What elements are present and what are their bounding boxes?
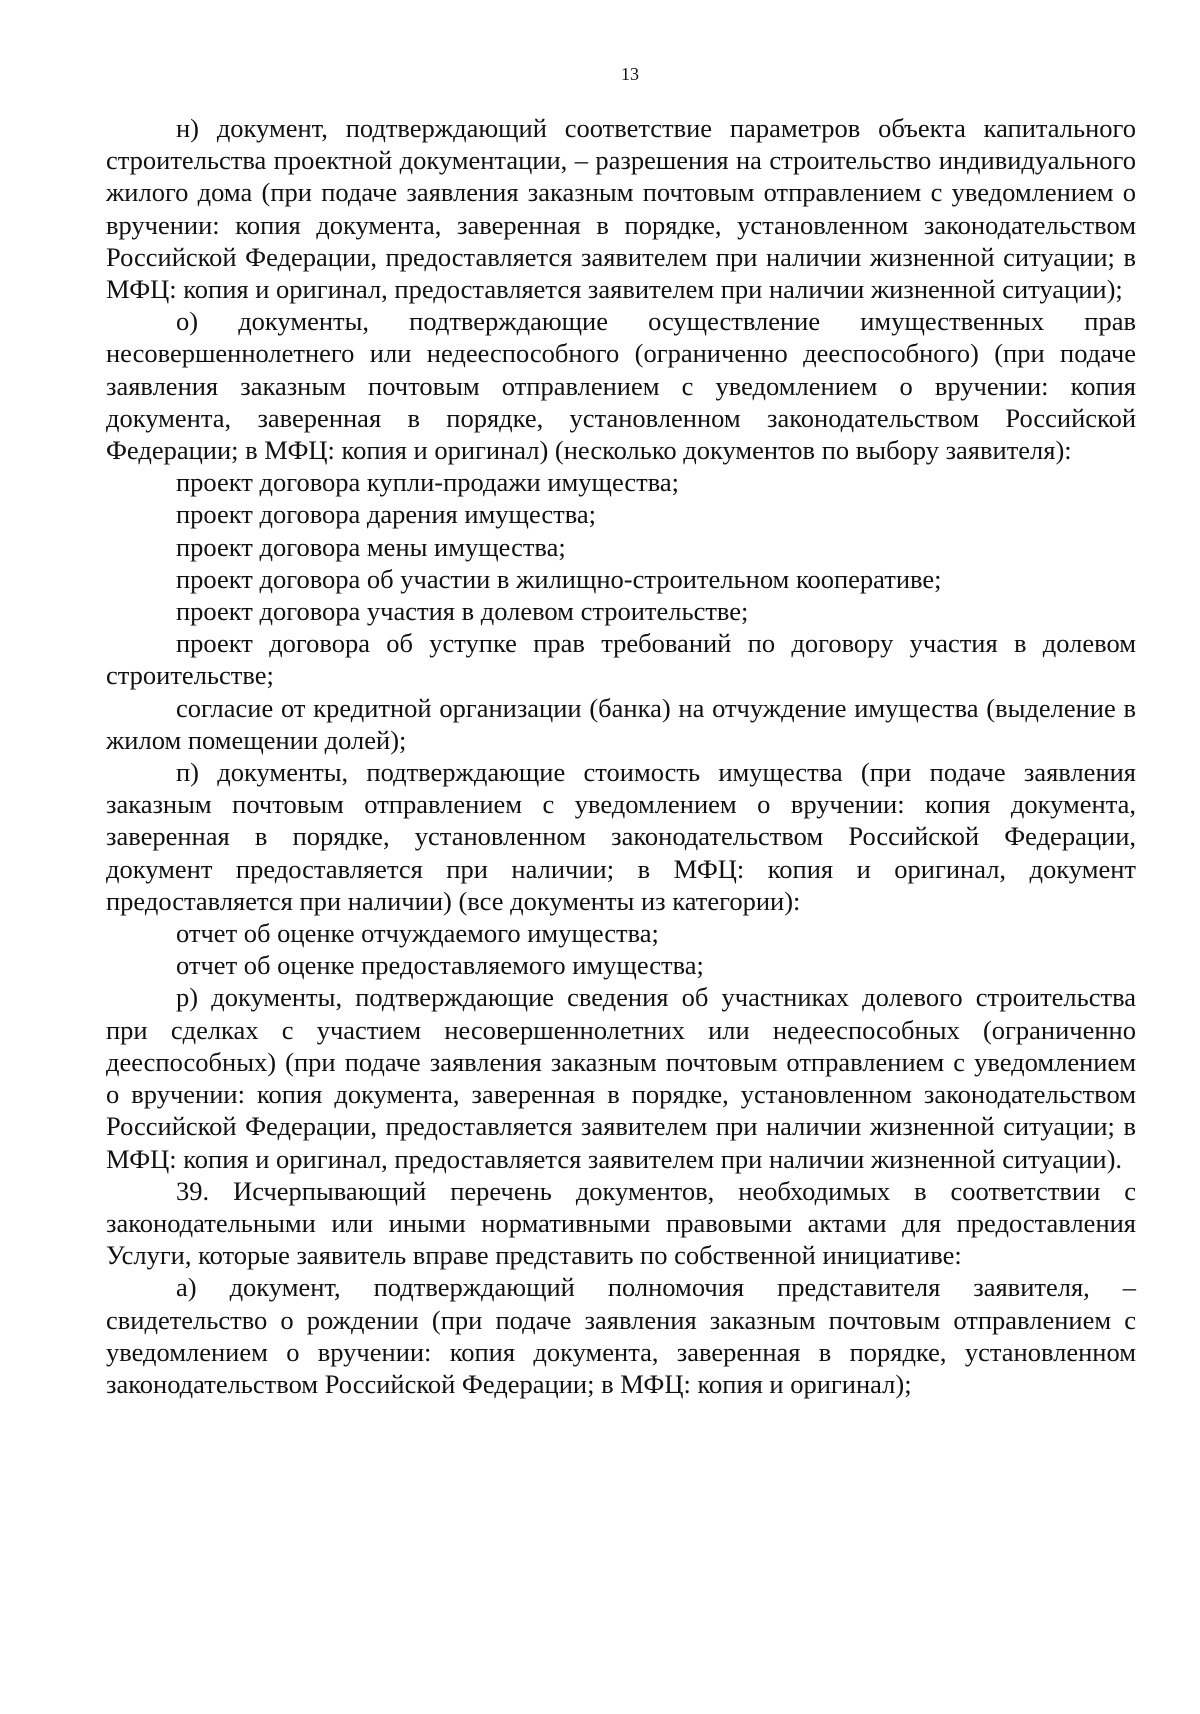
document-body <box>106 112 1136 1400</box>
list-item-alienated-property-report: отчет об оценке отчуждаемого имущества; <box>176 918 659 949</box>
list-item-shared-construction-contract: проект договора участия в долевом строительстве; <box>176 596 749 627</box>
paragraph-a-representative-authority: а) документ, подтверждающий полномочия представителя заявителя, – свидетельство о рождении (при подаче заявления заказным почтовым отправлением с уведомлением о вручении: копия документа, заверенная в порядке, установленном законодательством Российской Федерации; в МФЦ: копия и оригинал); <box>106 1272 1136 1399</box>
list-item-gift-contract: проект договора дарения имущества; <box>176 499 597 530</box>
list-item-exchange-contract: проект договора мены имущества; <box>176 531 566 562</box>
paragraph-n-capital-construction-document: н) документ, подтверждающий соответствие параметров объекта капитального строительства проектной документации, – разрешения на строительство индивидуального жилого дома (при подаче заявления заказным почтовым отправлением с уведомлением о вручении: копия документа, заверенная в порядке, установленном законодательством Российской Федерации, предоставляется заявителем при наличии жизненной ситуации; в МФЦ: копия и оригинал, предоставляется заявителем при наличии жизненной ситуации); <box>106 113 1136 305</box>
page-number: 13 <box>621 64 639 84</box>
list-item-sale-contract: проект договора купли-продажи имущества; <box>176 467 680 498</box>
list-item-provided-property-report: отчет об оценке предоставляемого имущества; <box>176 950 704 981</box>
list-item-bank-consent: согласие от кредитной организации (банка) на отчуждение имущества (выделение в жилом помещении долей); <box>106 692 1136 755</box>
list-item-housing-cooperative-contract: проект договора об участии в жилищно-строительном кооперативе; <box>176 563 942 594</box>
paragraph-39-exhaustive-list: 39. Исчерпывающий перечень документов, необходимых в соответствии с законодательными или иными нормативными правовыми актами для предоставления Услуги, которые заявитель вправе представить по собственной инициативе: <box>106 1175 1136 1271</box>
paragraph-r-shared-construction-participants: р) документы, подтверждающие сведения об участниках долевого строительства при сделках с участием несовершеннолетних или недееспособных (ограниченно дееспособных) (при подаче заявления заказным почтовым отправлением с уведомлением о вручении: копия документа, заверенная в порядке, установленном законодательством Российской Федерации, предоставляется заявителем при наличии жизненной ситуации; в МФЦ: копия и оригинал, предоставляется заявителем при наличии жизненной ситуации). <box>106 982 1136 1174</box>
paragraph-o-property-rights-documents: о) документы, подтверждающие осуществление имущественных прав несовершеннолетнего или недееспособного (ограниченно дееспособного) (при подаче заявления заказным почтовым отправлением с уведомлением о вручении: копия документа, заверенная в порядке, установленном законодательством Российской Федерации; в МФЦ: копия и оригинал) (несколько документов по выбору заявителя): <box>106 306 1136 466</box>
list-item-assignment-contract: проект договора об уступке прав требований по договору участия в долевом строительстве; <box>106 628 1136 691</box>
paragraph-p-property-value-documents: п) документы, подтверждающие стоимость имущества (при подаче заявления заказным почтовым отправлением с уведомлением о вручении: копия документа, заверенная в порядке, установленном законодательством Российской Федерации, документ предоставляется при наличии; в МФЦ: копия и оригинал, документ предоставляется при наличии) (все документы из категории): <box>106 757 1136 916</box>
